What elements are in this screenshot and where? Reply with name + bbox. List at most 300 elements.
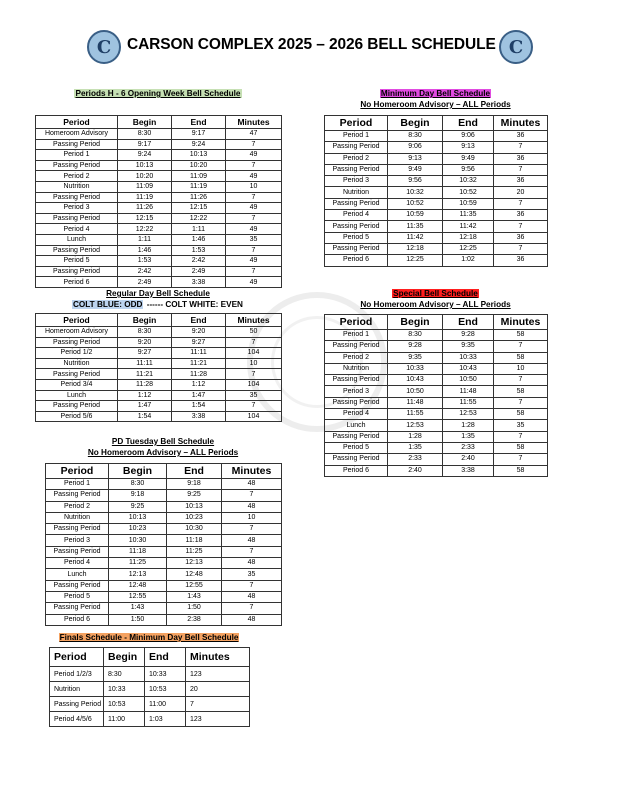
table-cell: Passing Period — [46, 546, 109, 557]
table-row — [325, 431, 548, 442]
table-row — [36, 337, 282, 348]
table-row — [325, 341, 548, 352]
table-head — [50, 648, 250, 667]
table-header-row — [50, 648, 250, 667]
table-cell: 12:13 — [109, 569, 167, 580]
table-row — [36, 401, 282, 412]
opening-week-table — [35, 115, 282, 288]
table-cell: Passing Period — [36, 160, 118, 171]
table-cell: 10:32 — [388, 187, 443, 198]
regular-day-header: Regular Day Bell Schedule — [106, 289, 210, 298]
table-cell: 10:33 — [388, 363, 443, 374]
table-cell: 7 — [226, 266, 282, 277]
table-body — [36, 327, 282, 422]
table-row — [325, 375, 548, 386]
table-cell: 12:53 — [443, 409, 494, 420]
table-cell: 12:48 — [109, 580, 167, 591]
table-cell: 10:50 — [388, 386, 443, 397]
table-body — [36, 129, 282, 288]
table-row — [325, 409, 548, 420]
table-row — [325, 465, 548, 476]
table-row — [325, 187, 548, 198]
table-row — [36, 348, 282, 359]
table-cell: 11:35 — [388, 221, 443, 232]
table-cell: 35 — [226, 234, 282, 245]
table-row — [36, 150, 282, 161]
table-cell: 36 — [494, 255, 548, 266]
table-cell: Period 1 — [36, 150, 118, 161]
table-cell: 1:28 — [443, 420, 494, 431]
table-cell: 1:46 — [118, 245, 172, 256]
column-header: Period — [36, 314, 118, 327]
table-cell: 3:38 — [172, 411, 226, 422]
table-cell: Period 6 — [36, 277, 118, 288]
table-cell: 7 — [222, 603, 282, 614]
table-cell: 10:13 — [172, 150, 226, 161]
table-cell: 2:33 — [443, 442, 494, 453]
table-cell: Period 3 — [36, 203, 118, 214]
table-row — [46, 479, 282, 490]
table-cell: 10:30 — [109, 535, 167, 546]
table-cell: 7 — [494, 243, 548, 254]
table-cell: 9:35 — [388, 352, 443, 363]
table-cell: 2:38 — [167, 614, 222, 625]
table-row — [46, 512, 282, 523]
table-cell: 10:43 — [443, 363, 494, 374]
table-row — [36, 369, 282, 380]
table-cell: 10:20 — [118, 171, 172, 182]
column-header: End — [443, 116, 494, 131]
table-cell: 47 — [226, 129, 282, 140]
table-cell: Passing Period — [36, 245, 118, 256]
table-cell: 9:20 — [172, 327, 226, 338]
table-cell: 11:48 — [388, 397, 443, 408]
colt-white-label: ------ COLT WHITE: EVEN — [144, 300, 243, 309]
table-cell: Period 6 — [325, 465, 388, 476]
table-cell: 12:15 — [118, 213, 172, 224]
table-cell: 36 — [494, 232, 548, 243]
table-cell: 9:24 — [118, 150, 172, 161]
table-row — [46, 558, 282, 569]
table-row — [36, 358, 282, 369]
table-cell: 3:38 — [443, 465, 494, 476]
table-cell: 2:42 — [118, 266, 172, 277]
table-cell: Nutrition — [46, 512, 109, 523]
table-cell: 9:25 — [167, 490, 222, 501]
table-cell: 9:27 — [118, 348, 172, 359]
table-cell: 8:30 — [104, 667, 145, 682]
table-cell: 7 — [494, 198, 548, 209]
table-cell: 10:53 — [104, 697, 145, 712]
table-cell: Passing Period — [36, 266, 118, 277]
table-cell: 11:11 — [172, 348, 226, 359]
table-cell: 7 — [222, 580, 282, 591]
table-cell: 10:32 — [443, 176, 494, 187]
table-cell: 11:21 — [118, 369, 172, 380]
table-cell: 10:33 — [104, 682, 145, 697]
table-header-row — [325, 116, 548, 131]
table-row — [325, 232, 548, 243]
table-cell: Period 4 — [325, 409, 388, 420]
table-row — [46, 569, 282, 580]
table-cell: 3:38 — [172, 277, 226, 288]
table-cell: 10:23 — [167, 512, 222, 523]
table-cell: 48 — [222, 535, 282, 546]
column-header: Begin — [109, 464, 167, 479]
table-cell: 9:06 — [443, 131, 494, 142]
table-row — [325, 153, 548, 164]
table-cell: 12:22 — [118, 224, 172, 235]
table-row — [36, 181, 282, 192]
table-cell: 48 — [222, 479, 282, 490]
table-cell: Period 6 — [46, 614, 109, 625]
table-cell: 50 — [226, 327, 282, 338]
table-cell: 11:19 — [172, 181, 226, 192]
table-cell: 35 — [226, 390, 282, 401]
finals-schedule — [49, 632, 249, 727]
regular-day-subheader — [35, 299, 281, 310]
table-cell: 11:11 — [118, 358, 172, 369]
table-cell: 12:25 — [443, 243, 494, 254]
column-header: Begin — [388, 315, 443, 330]
table-cell: 7 — [222, 524, 282, 535]
table-cell: 1:47 — [118, 401, 172, 412]
table-cell: Period 4/5/6 — [50, 712, 104, 727]
table-cell: 11:00 — [104, 712, 145, 727]
table-cell: 2:42 — [172, 256, 226, 267]
table-cell: Period 3 — [325, 176, 388, 187]
column-header: Period — [325, 116, 388, 131]
table-row — [36, 277, 282, 288]
special-subheader: No Homeroom Advisory – ALL Periods — [360, 300, 511, 309]
column-header: Period — [46, 464, 109, 479]
table-row — [36, 256, 282, 267]
table-cell: 9:18 — [109, 490, 167, 501]
column-header: Minutes — [226, 314, 282, 327]
column-header: Minutes — [226, 116, 282, 129]
table-cell: Passing Period — [325, 397, 388, 408]
table-cell: Passing Period — [36, 369, 118, 380]
table-cell: 1:53 — [172, 245, 226, 256]
table-cell: 49 — [226, 171, 282, 182]
table-cell: 8:30 — [118, 129, 172, 140]
table-cell: Period 4 — [46, 558, 109, 569]
table-cell: 9:27 — [172, 337, 226, 348]
table-cell: 9:17 — [172, 129, 226, 140]
table-row — [36, 390, 282, 401]
table-cell: 8:30 — [118, 327, 172, 338]
table-cell: 1:12 — [172, 379, 226, 390]
table-row — [325, 386, 548, 397]
table-cell: Passing Period — [325, 221, 388, 232]
table-cell: Period 2 — [46, 501, 109, 512]
table-row — [325, 420, 548, 431]
table-cell: Period 5 — [46, 591, 109, 602]
table-cell: 11:42 — [443, 221, 494, 232]
table-cell: 2:40 — [443, 454, 494, 465]
table-row — [325, 221, 548, 232]
table-row — [325, 454, 548, 465]
table-row — [36, 203, 282, 214]
table-row — [325, 142, 548, 153]
logo-right-letter: C — [508, 36, 524, 58]
table-cell: 11:09 — [118, 181, 172, 192]
table-cell: Passing Period — [325, 375, 388, 386]
table-cell: Passing Period — [36, 337, 118, 348]
table-cell: Period 4 — [325, 210, 388, 221]
table-cell: Lunch — [36, 390, 118, 401]
table-row — [46, 535, 282, 546]
column-header: Minutes — [494, 116, 548, 131]
table-cell: 1:43 — [109, 603, 167, 614]
table-row — [36, 213, 282, 224]
table-cell: 7 — [226, 139, 282, 150]
table-cell: 11:00 — [145, 697, 186, 712]
regular-day-table — [35, 313, 282, 422]
table-row — [36, 234, 282, 245]
table-row — [50, 667, 250, 682]
table-cell: 35 — [222, 569, 282, 580]
table-cell: 48 — [222, 591, 282, 602]
table-cell: 9:25 — [109, 501, 167, 512]
table-body — [50, 667, 250, 727]
table-head — [36, 314, 282, 327]
table-cell: 1:28 — [388, 431, 443, 442]
table-cell: Passing Period — [325, 164, 388, 175]
table-row — [46, 524, 282, 535]
table-row — [36, 411, 282, 422]
column-header: End — [145, 648, 186, 667]
table-cell: Nutrition — [36, 181, 118, 192]
table-cell: 49 — [226, 277, 282, 288]
colt-blue-label: COLT BLUE: ODD — [73, 300, 143, 309]
table-cell: Lunch — [46, 569, 109, 580]
table-cell: Passing Period — [325, 454, 388, 465]
table-cell: 12:53 — [388, 420, 443, 431]
table-cell: 11:25 — [167, 546, 222, 557]
minimum-day-header: Minimum Day Bell Schedule — [380, 89, 491, 98]
table-cell: Period 1 — [325, 330, 388, 341]
pd-tuesday-subheader: No Homeroom Advisory – ALL Periods — [87, 448, 239, 457]
table-cell: Homeroom Advisory — [36, 129, 118, 140]
column-header: Period — [36, 116, 118, 129]
table-cell: 1:12 — [118, 390, 172, 401]
table-cell: 11:28 — [172, 369, 226, 380]
table-cell: Period 1 — [325, 131, 388, 142]
table-cell: Homeroom Advisory — [36, 327, 118, 338]
table-cell: 7 — [494, 142, 548, 153]
table-cell: 12:18 — [443, 232, 494, 243]
table-cell: 12:22 — [172, 213, 226, 224]
table-cell: Passing Period — [325, 341, 388, 352]
table-cell: 11:55 — [443, 397, 494, 408]
table-cell: 1:46 — [172, 234, 226, 245]
table-cell: Period 6 — [325, 255, 388, 266]
column-header: Begin — [118, 314, 172, 327]
table-cell: 36 — [494, 176, 548, 187]
table-cell: 11:28 — [118, 379, 172, 390]
column-header: Begin — [118, 116, 172, 129]
table-cell: 2:49 — [118, 277, 172, 288]
minimum-day-subheader: No Homeroom Advisory – ALL Periods — [360, 100, 511, 109]
logo-left-letter: C — [96, 36, 112, 58]
table-head — [325, 315, 548, 330]
table-cell: 1:50 — [109, 614, 167, 625]
table-cell: Passing Period — [46, 580, 109, 591]
table-cell: 36 — [494, 153, 548, 164]
table-row — [36, 139, 282, 150]
table-cell: 9:17 — [118, 139, 172, 150]
table-row — [50, 682, 250, 697]
table-cell: 104 — [226, 411, 282, 422]
table-cell: 9:13 — [443, 142, 494, 153]
table-cell: 35 — [494, 420, 548, 431]
table-cell: Passing Period — [325, 431, 388, 442]
table-cell: 1:03 — [145, 712, 186, 727]
table-cell: 11:18 — [109, 546, 167, 557]
table-cell: Nutrition — [50, 682, 104, 697]
table-cell: 11:21 — [172, 358, 226, 369]
table-cell: 7 — [226, 401, 282, 412]
school-logo-right — [499, 30, 533, 64]
table-cell: 58 — [494, 330, 548, 341]
table-cell: 20 — [186, 682, 250, 697]
table-cell: Nutrition — [36, 358, 118, 369]
table-row — [325, 255, 548, 266]
table-body — [46, 479, 282, 626]
table-cell: 12:15 — [172, 203, 226, 214]
table-cell: Passing Period — [325, 142, 388, 153]
table-cell: 9:13 — [388, 153, 443, 164]
table-cell: 8:30 — [388, 131, 443, 142]
table-cell: 49 — [226, 224, 282, 235]
table-cell: Period 3 — [46, 535, 109, 546]
table-cell: 8:30 — [388, 330, 443, 341]
table-cell: 49 — [226, 150, 282, 161]
table-row — [36, 192, 282, 203]
table-row — [36, 129, 282, 140]
column-header: End — [172, 314, 226, 327]
special-table — [324, 314, 548, 477]
table-cell: 36 — [494, 131, 548, 142]
table-row — [36, 224, 282, 235]
table-cell: 9:49 — [388, 164, 443, 175]
table-header-row — [46, 464, 282, 479]
table-cell: 20 — [494, 187, 548, 198]
table-header-row — [36, 116, 282, 129]
table-cell: Passing Period — [325, 243, 388, 254]
table-cell: 7 — [494, 164, 548, 175]
table-cell: 123 — [186, 712, 250, 727]
column-header: Begin — [388, 116, 443, 131]
table-cell: 7 — [226, 245, 282, 256]
table-cell: 2:40 — [388, 465, 443, 476]
table-cell: 104 — [226, 379, 282, 390]
table-cell: Lunch — [325, 420, 388, 431]
table-cell: 12:48 — [167, 569, 222, 580]
table-cell: Period 5 — [325, 232, 388, 243]
table-cell: 11:18 — [167, 535, 222, 546]
table-cell: 9:28 — [443, 330, 494, 341]
table-cell: 48 — [222, 558, 282, 569]
table-row — [325, 176, 548, 187]
table-cell: 1:11 — [118, 234, 172, 245]
table-cell: Passing Period — [36, 192, 118, 203]
table-cell: 9:56 — [388, 176, 443, 187]
table-cell: 11:55 — [388, 409, 443, 420]
table-cell: 10:43 — [388, 375, 443, 386]
table-row — [36, 245, 282, 256]
table-cell: 9:20 — [118, 337, 172, 348]
table-cell: 36 — [494, 210, 548, 221]
column-header: End — [172, 116, 226, 129]
table-cell: 58 — [494, 409, 548, 420]
table-cell: 10:23 — [109, 524, 167, 535]
pd-tuesday-header: PD Tuesday Bell Schedule — [111, 437, 215, 446]
table-cell: 1:35 — [388, 442, 443, 453]
table-cell: 7 — [494, 454, 548, 465]
table-row — [325, 210, 548, 221]
table-cell: 1:47 — [172, 390, 226, 401]
pd-tuesday-schedule — [45, 436, 281, 626]
table-header-row — [36, 314, 282, 327]
table-cell: 11:35 — [443, 210, 494, 221]
table-cell: 7 — [222, 546, 282, 557]
table-cell: 10:20 — [172, 160, 226, 171]
table-cell: 7 — [222, 490, 282, 501]
minimum-day-table — [324, 115, 548, 267]
table-cell: 49 — [226, 256, 282, 267]
table-cell: 10:13 — [167, 501, 222, 512]
table-cell: 9:35 — [443, 341, 494, 352]
table-cell: Period 2 — [36, 171, 118, 182]
table-cell: 7 — [186, 697, 250, 712]
table-row — [325, 243, 548, 254]
column-header: Minutes — [494, 315, 548, 330]
special-schedule — [324, 288, 547, 477]
table-body — [325, 330, 548, 477]
table-cell: 1:35 — [443, 431, 494, 442]
table-cell: 12:13 — [167, 558, 222, 569]
table-row — [36, 171, 282, 182]
finals-table — [49, 647, 250, 727]
table-row — [325, 363, 548, 374]
table-cell: 11:48 — [443, 386, 494, 397]
table-cell: 8:30 — [109, 479, 167, 490]
table-cell: 58 — [494, 465, 548, 476]
opening-week-header: Periods H - 6 Opening Week Bell Schedule — [75, 89, 241, 98]
table-cell: 9:18 — [167, 479, 222, 490]
table-row — [46, 580, 282, 591]
table-cell: 7 — [226, 369, 282, 380]
column-header: End — [443, 315, 494, 330]
table-cell: Period 3 — [325, 386, 388, 397]
table-cell: 104 — [226, 348, 282, 359]
table-cell: Period 4 — [36, 224, 118, 235]
table-cell: 7 — [494, 341, 548, 352]
table-cell: Passing Period — [325, 198, 388, 209]
table-cell: 9:06 — [388, 142, 443, 153]
table-row — [46, 546, 282, 557]
table-cell: 2:33 — [388, 454, 443, 465]
table-cell: 10 — [226, 181, 282, 192]
table-head — [325, 116, 548, 131]
column-header: Minutes — [186, 648, 250, 667]
table-cell: 10:30 — [167, 524, 222, 535]
table-cell: 12:55 — [109, 591, 167, 602]
table-row — [36, 379, 282, 390]
table-cell: 10:13 — [118, 160, 172, 171]
